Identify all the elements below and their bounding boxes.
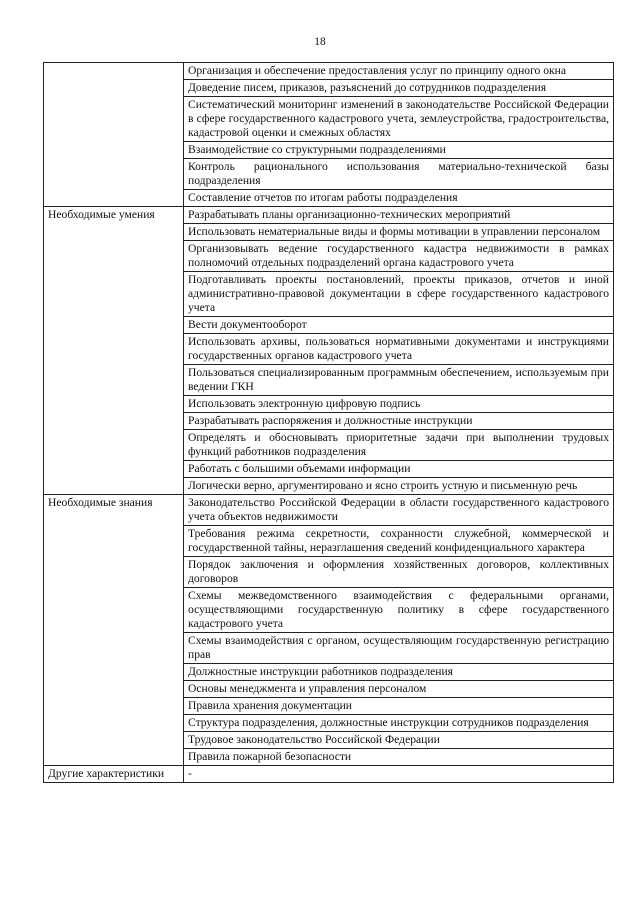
row-item: - [184,766,614,783]
row-item: Логически верно, аргументировано и ясно строить устную и письменную речь [184,478,614,495]
table-row [44,766,614,783]
row-item: Требования режима секретности, сохранности служебной, коммерческой и государственной тайны, неразглашения сведений конфиденциального характера [184,526,614,557]
table-row [44,63,614,80]
row-label [44,63,184,207]
row-item: Систематический мониторинг изменений в законодательстве Российской Федерации в сфере государственного кадастрового учета, землеустройства, градостроительства, кадастровой оценки и смежных областях [184,97,614,142]
row-item: Подготавливать проекты постановлений, проекты приказов, отчетов и иной административно-правовой документации в сфере государственного кадастрового учета [184,272,614,317]
row-item: Пользоваться специализированным программным обеспечением, используемым при ведении ГКН [184,365,614,396]
row-item: Правила хранения документации [184,698,614,715]
row-item: Законодательство Российской Федерации в области государственного кадастрового учета объектов недвижимости [184,495,614,526]
row-item: Структура подразделения, должностные инструкции сотрудников подразделения [184,715,614,732]
table-row [44,495,614,526]
row-item: Определять и обосновывать приоритетные задачи при выполнении трудовых функций работников подразделения [184,430,614,461]
table-row [44,207,614,224]
row-item: Должностные инструкции работников подразделения [184,664,614,681]
page-number: 18 [314,36,326,48]
row-label: Необходимые знания [44,495,184,766]
row-item: Разрабатывать распоряжения и должностные инструкции [184,413,614,430]
row-item: Контроль рационального использования материально-технической базы подразделения [184,159,614,190]
row-item: Использовать нематериальные виды и формы мотивации в управлении персоналом [184,224,614,241]
row-item: Использовать архивы, пользоваться нормативными документами и инструкциями государственных органов кадастрового учета [184,334,614,365]
row-item: Работать с большими объемами информации [184,461,614,478]
row-label: Другие характеристики [44,766,184,783]
row-item: Взаимодействие со структурными подразделениями [184,142,614,159]
row-item: Организовывать ведение государственного кадастра недвижимости в рамках полномочий отдельных подразделений органа кадастрового учета [184,241,614,272]
competency-table-body [44,63,614,783]
row-item: Схемы межведомственного взаимодействия с федеральными органами, осуществляющими государственную политику в сфере государственного кадастрового учета [184,588,614,633]
row-item: Основы менеджмента и управления персоналом [184,681,614,698]
row-item: Правила пожарной безопасности [184,749,614,766]
row-item: Доведение писем, приказов, разъяснений до сотрудников подразделения [184,80,614,97]
row-item: Трудовое законодательство Российской Федерации [184,732,614,749]
row-item: Использовать электронную цифровую подпись [184,396,614,413]
row-item: Составление отчетов по итогам работы подразделения [184,190,614,207]
row-item: Схемы взаимодействия с органом, осуществляющим государственную регистрацию прав [184,633,614,664]
row-item: Разрабатывать планы организационно-технических мероприятий [184,207,614,224]
row-item: Вести документооборот [184,317,614,334]
row-label: Необходимые умения [44,207,184,495]
row-item: Организация и обеспечение предоставления услуг по принципу одного окна [184,63,614,80]
row-item: Порядок заключения и оформления хозяйственных договоров, коллективных договоров [184,557,614,588]
competency-table [43,62,614,783]
